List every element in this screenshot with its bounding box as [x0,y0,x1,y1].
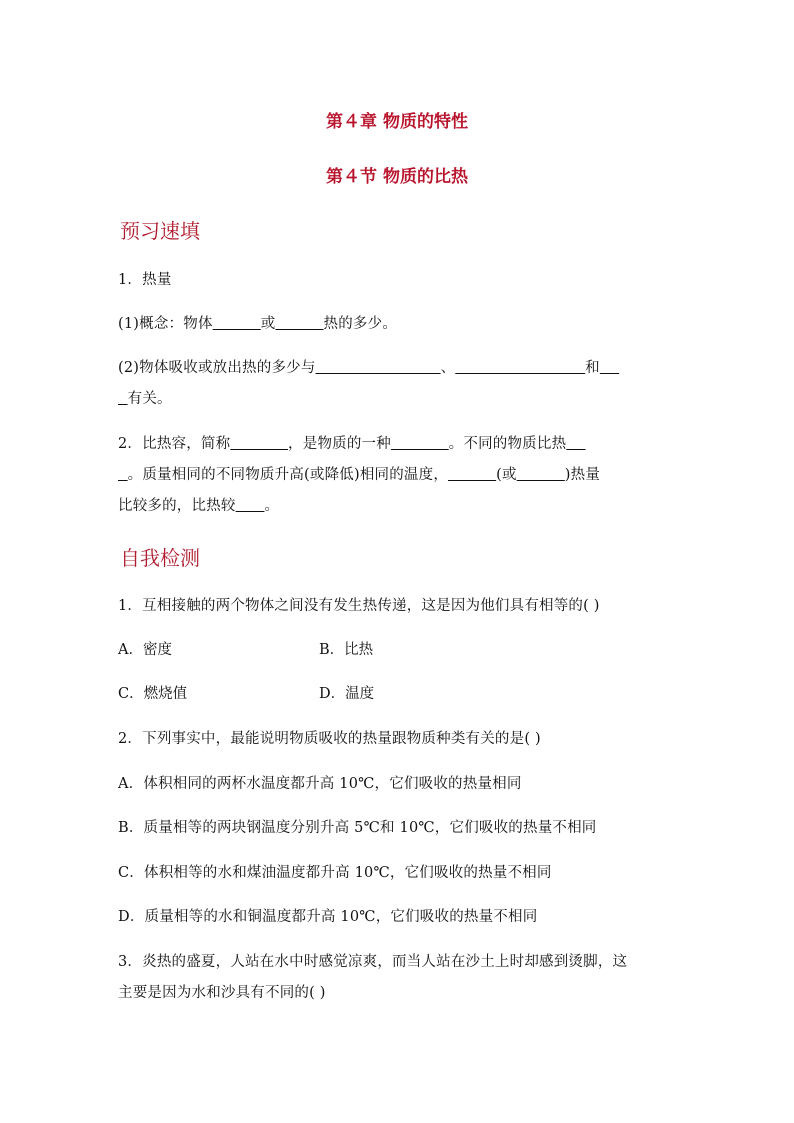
answer-blank [275,316,323,332]
chapter-title: 第４章 物质的特性 [326,112,468,132]
text: 。不同的物质比热 [448,436,567,452]
text: 、 [440,360,456,376]
text: (2)物体吸收或放出热的多少与 [118,360,316,376]
answer-blank [448,467,496,483]
text: (1)概念：物体 [118,316,213,332]
text: 。质量相同的不同物质升高(或降低)相同的温度， [127,467,449,483]
preview-q2-line3 [118,494,279,515]
selfcheck-q1-option-d: D．温度 [319,686,375,702]
text: 或 [260,316,276,332]
text: 2．比热容，简称 [118,436,231,452]
answer-blank [391,436,449,452]
selfcheck-q1-option-a: A．密度 [118,642,172,658]
preview-q2-line2 [118,463,600,484]
selfcheck-q3-line2: 主要是因为水和沙具有不同的( ) [118,985,326,1001]
text: 比较多的，比热较 [118,498,236,514]
answer-blank [316,360,441,376]
answer-blank [600,360,619,376]
answer-blank [236,498,265,514]
selfcheck-q2-option-c: C．体积相等的水和煤油温度都升高 10℃，它们吸收的热量不相同 [118,865,552,881]
preview-q1-title: 1．热量 [118,272,172,288]
selfcheck-q1-option-b: B．比热 [319,642,374,658]
preview-q2-line1 [118,432,586,453]
answer-blank [213,316,261,332]
text: 有关。 [127,391,172,407]
answer-blank [517,467,565,483]
selfcheck-q2-option-b: B．质量相等的两块钢温度分别升高 5℃和 10℃，它们吸收的热量不相同 [118,820,597,836]
preview-q1-2 [118,356,619,377]
answer-blank [118,391,128,407]
answer-blank [566,436,585,452]
preview-heading: 预习速填 [120,219,200,243]
preview-q1-1 [118,312,397,333]
answer-blank [230,436,288,452]
text: 和 [585,360,600,376]
text: 热的多少。 [323,316,398,332]
selfcheck-q1-stem: 1．互相接触的两个物体之间没有发生热传递，这是因为他们具有相等的( ) [118,598,600,614]
selfcheck-q2-option-a: A．体积相同的两杯水温度都升高 10℃，它们吸收的热量相同 [118,776,522,792]
section-title: 第４节 物质的比热 [326,167,468,187]
selfcheck-heading: 自我检测 [120,546,200,570]
selfcheck-q1-option-c: C．燃烧值 [118,686,188,702]
text: )热量 [564,467,601,483]
text: ，是物质的一种 [288,436,391,452]
answer-blank [455,360,585,376]
selfcheck-q3-line1: 3．炎热的盛夏，人站在水中时感觉凉爽，而当人站在沙土上时却感到烫脚，这 [118,954,628,970]
selfcheck-q2-option-d: D．质量相等的水和铜温度都升高 10℃，它们吸收的热量不相同 [118,909,538,925]
text: (或 [496,467,517,483]
preview-q1-2-cont [118,387,172,408]
text: 。 [264,498,280,514]
selfcheck-q2-stem: 2．下列事实中，最能说明物质吸收的热量跟物质种类有关的是( ) [118,731,541,747]
answer-blank [118,467,128,483]
